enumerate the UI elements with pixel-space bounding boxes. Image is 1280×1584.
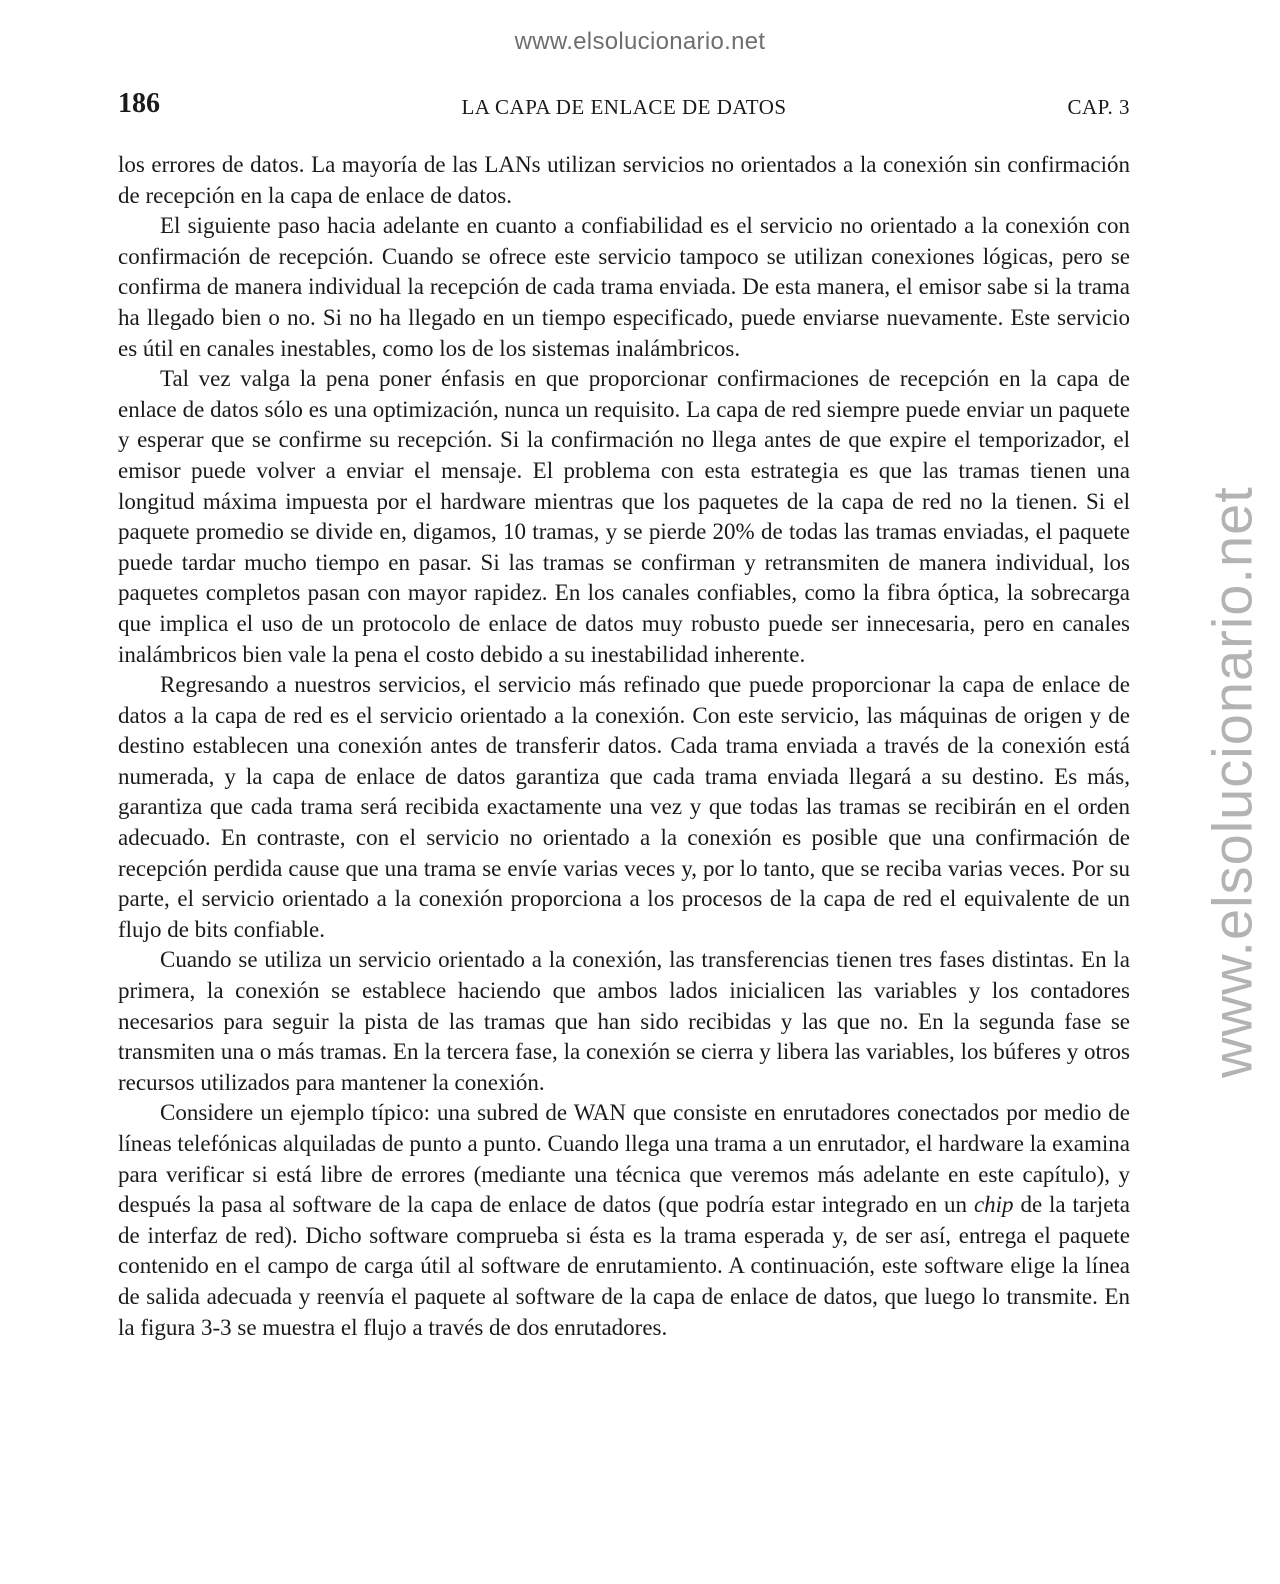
italic-term: chip bbox=[973, 1192, 1014, 1218]
body-text bbox=[118, 150, 1130, 1343]
paragraph: los errores de datos. La mayoría de las LANs utilizan servicios no orientados a la conexión sin confirmación de recepción en la capa de enlace de datos. bbox=[118, 152, 1130, 208]
paragraph: Tal vez valga la pena poner énfasis en que proporcionar confirmaciones de recepción en la capa de enlace de datos sólo es una optimización, nunca un requisito. La capa de red siempre puede enviar un paquete y esperar que se confirme su recepción. Si la confirmación no llega antes de que expire el temporizador, el emisor puede volver a enviar el mensaje. El problema con esta estrategia es que las tramas tienen una longitud máxima impuesta por el hardware mientras que los paquetes de la capa de red no la tienen. Si el paquete promedio se divide en, digamos, 10 tramas, y se pierde 20% de todas las tramas enviadas, el paquete puede tardar mucho tiempo en pasar. Si las tramas se confirman y retransmiten de manera individual, los paquetes completos pasan con mayor rapidez. En los canales confiables, como la fibra óptica, la sobrecarga que implica el uso de un protocolo de enlace de datos muy robusto puede ser innecesaria, pero en canales inalámbricos bien vale la pena el costo debido a su inestabilidad inherente. bbox=[118, 366, 1130, 667]
paragraph-text: Considere un ejemplo típico: una subred de WAN que consiste en enrutadores conectados por medio de líneas telefónicas alquiladas de punto a punto. Cuando llega una trama a un enrutador, el hardware la examina para verificar si está libre de errores (mediante una técnica que veremos más adelante en este capítulo), y después la pasa al software de la capa de enlace de datos (que podría estar integrado en un bbox=[118, 1100, 1130, 1218]
chapter-title: LA CAPA DE ENLACE DE DATOS bbox=[461, 95, 787, 119]
paragraph: Regresando a nuestros servicios, el servicio más refinado que puede proporcionar la capa de enlace de datos a la capa de red es el servicio orientado a la conexión. Con este servicio, las máquinas de origen y de destino establecen una conexión antes de transferir datos. Cada trama enviada a través de la conexión está numerada, y la capa de enlace de datos garantiza que cada trama enviada llegará a su destino. Es más, garantiza que cada trama será recibida exactamente una vez y que todas las tramas se recibirán en el orden adecuado. En contraste, con el servicio no orientado a la conexión es posible que una confirmación de recepción perdida cause que una trama se envíe varias veces y, por lo tanto, que se reciba varias veces. Por su parte, el servicio orientado a la conexión proporciona a los procesos de la capa de red el equivalente de un flujo de bits confiable. bbox=[118, 672, 1130, 942]
watermark-top: www.elsolucionario.net bbox=[514, 28, 766, 55]
page-number: 186 bbox=[118, 88, 160, 119]
chapter-ref: CAP. 3 bbox=[1067, 95, 1130, 119]
paragraph bbox=[118, 1098, 1130, 1343]
paragraph: El siguiente paso hacia adelante en cuanto a confiabilidad es el servicio no orientado a la conexión con confirmación de recepción. Cuando se ofrece este servicio tampoco se utilizan conexiones lógicas, pero se confirma de manera individual la recepción de cada trama enviada. De esta manera, el emisor sabe si la trama ha llegado bien o no. Si no ha llegado en un tiempo especificado, puede enviarse nuevamente. Este servicio es útil en canales inestables, como los de los sistemas inalámbricos. bbox=[118, 213, 1130, 361]
paragraph-text: de la tarjeta de interfaz de red). Dicho software comprueba si ésta es la trama esperada y, de ser así, entrega el paquete contenido en el campo de carga útil al software de enrutamiento. A continuación, este software elige la línea de salida adecuada y reenvía el paquete al software de la capa de enlace de datos, que luego lo transmite. En la figura 3-3 se muestra el flujo a través de dos enrutadores. bbox=[118, 1192, 1130, 1340]
running-head bbox=[118, 86, 1130, 126]
paragraph: Cuando se utiliza un servicio orientado a la conexión, las transferencias tienen tres fases distintas. En la primera, la conexión se establece haciendo que ambos lados inicialicen las variables y los contadores necesarios para seguir la pista de las tramas que han sido recibidas y las que no. En la segunda fase se transmiten una o más tramas. En la tercera fase, la conexión se cierra y libera las variables, los búferes y otros recursos utilizados para mantener la conexión. bbox=[118, 947, 1130, 1095]
watermark-side: www.elsolucionario.net bbox=[1200, 486, 1264, 1078]
